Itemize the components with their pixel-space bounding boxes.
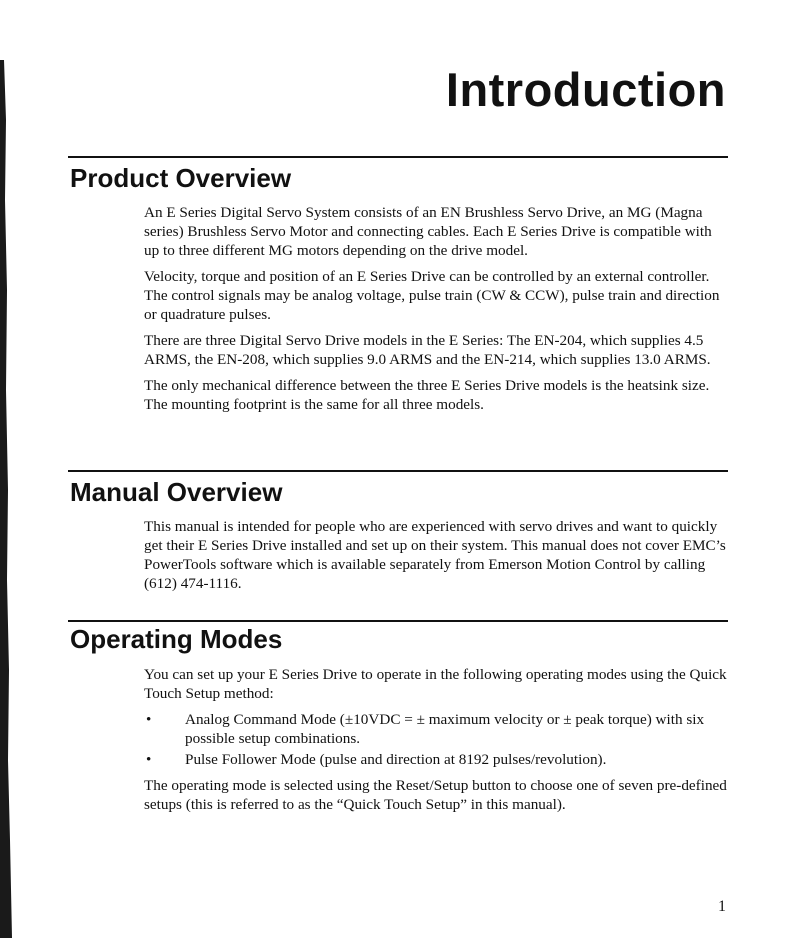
list-item-text: Analog Command Mode (±10VDC = ± maximum velocity or ± peak torque) with six possible setup combinations. <box>185 711 705 747</box>
operating-modes-body <box>144 665 730 821</box>
section-heading-manual-overview: Manual Overview <box>70 477 283 507</box>
list-item <box>144 710 730 748</box>
section-heading-operating-modes: Operating Modes <box>70 624 283 654</box>
paragraph: Velocity, torque and position of an E Series Drive can be controlled by an external controller. The control signals may be analog voltage, pulse train (CW & CCW), pulse train and direction or quadrature pulses. <box>144 268 720 323</box>
list-item <box>144 750 730 769</box>
bullet-icon: • <box>146 711 152 728</box>
section-heading-product-overview: Product Overview <box>70 163 292 193</box>
section-divider <box>68 620 728 622</box>
manual-overview-body <box>144 517 730 600</box>
section-divider <box>68 156 728 158</box>
paragraph: There are three Digital Servo Drive models in the E Series: The EN-204, which supplies 4.5 ARMS, the EN-208, which supplies 9.0 ARMS and the EN-214, which supplies 13.0 ARMS. <box>144 332 711 368</box>
bullet-icon: • <box>146 751 152 768</box>
paragraph: An E Series Digital Servo System consists of an EN Brushless Servo Drive, an MG (Magna series) Brushless Servo Motor and connecting cables. Each E Series Drive is compatible with up to three different MG motors depending on the drive model. <box>144 204 712 259</box>
page-number: 1 <box>718 898 726 915</box>
section-divider <box>68 470 728 472</box>
paragraph: This manual is intended for people who are experienced with servo drives and want to quickly get their E Series Drive installed and set up on their system. This manual does not cover EMC’s PowerTools software which is available separately from Emerson Motion Control by calling (612) 474-1116. <box>144 518 726 592</box>
product-overview-body <box>144 203 730 421</box>
chapter-title: Introduction <box>445 63 726 116</box>
paragraph: The operating mode is selected using the Reset/Setup button to choose one of seven pre-defined setups (this is referred to as the “Quick Touch Setup” in this manual). <box>144 777 727 813</box>
paragraph: The only mechanical difference between the three E Series Drive models is the heatsink size. The mounting footprint is the same for all three models. <box>144 377 710 413</box>
list-item-text: Pulse Follower Mode (pulse and direction at 8192 pulses/revolution). <box>185 751 607 768</box>
scan-shadow-edge <box>0 60 12 938</box>
mode-list <box>144 710 730 769</box>
paragraph: You can set up your E Series Drive to operate in the following operating modes using the Quick Touch Setup method: <box>144 666 727 702</box>
